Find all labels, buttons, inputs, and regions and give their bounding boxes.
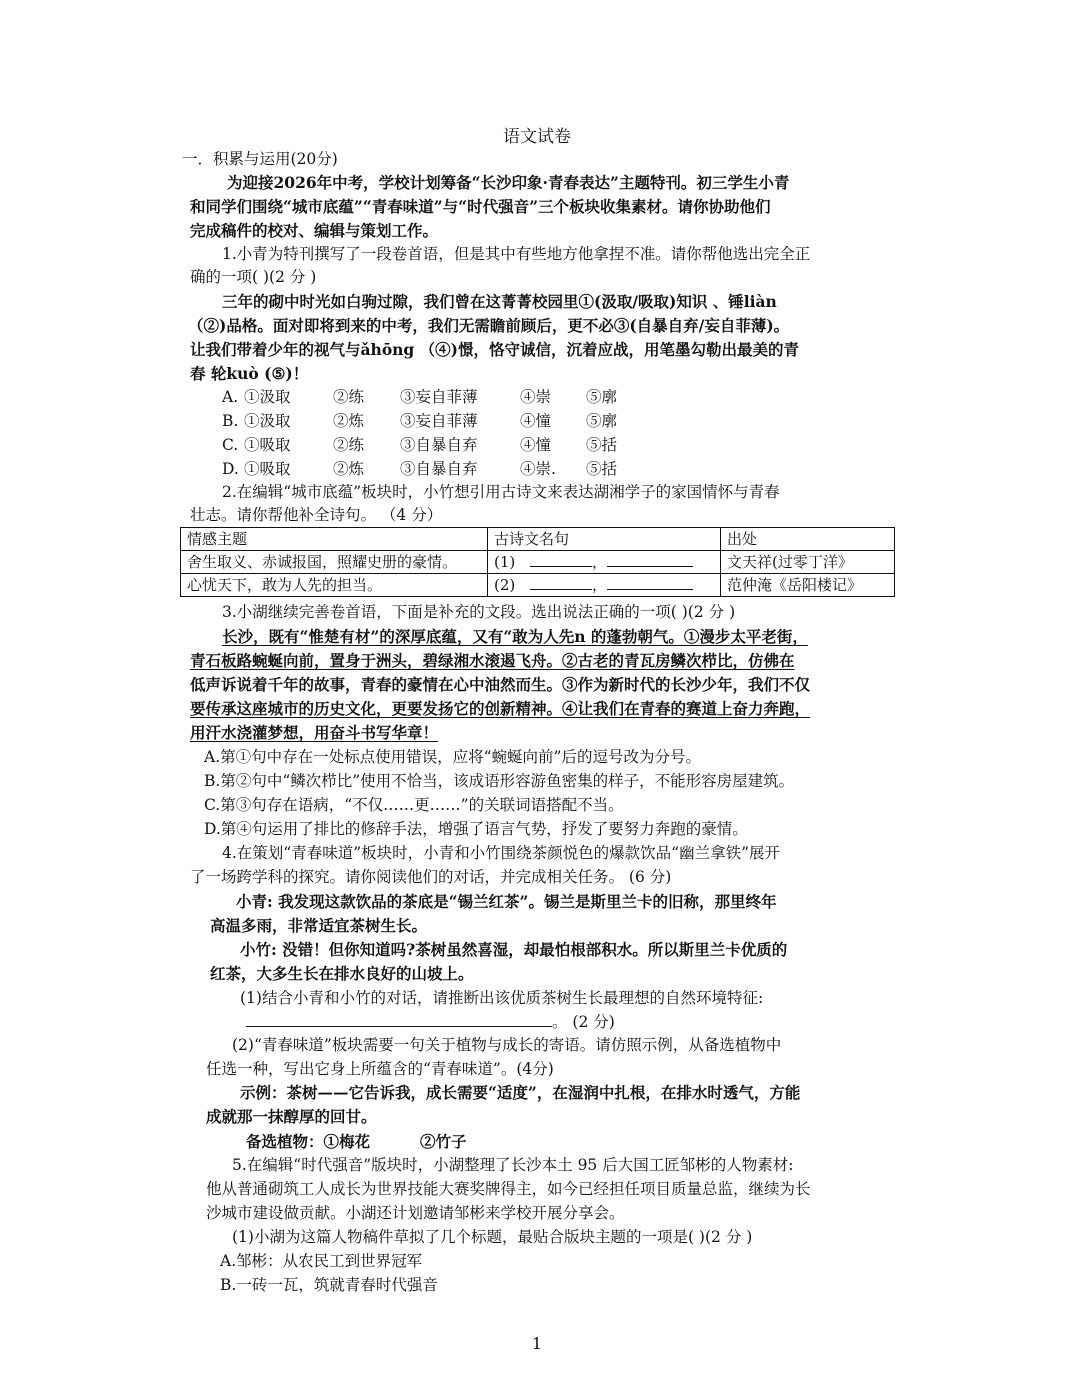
question-stem: 3.小湖继续完善卷首语，下面是补充的文段。选出说法正确的一项( )(2 分 ) [222,603,736,621]
question-stem: 壮志。请你帮他补全诗句。 （4 分） [190,506,443,524]
question-stem: 他从普通砌筑工人成长为世界技能大赛奖牌得主，如今已经担任项目质量总监，继续为长 [206,1180,811,1198]
passage-line: 要传承这座城市的历史文化，更要发扬它的创新精神。④让我们在青春的赛道上奋力奔跑， [190,699,811,718]
passage-line: 长沙，既有“惟楚有材”的深厚底蕴，又有“敢为人先n 的蓬勃朝气。①漫步太平老街， [222,627,808,646]
table-cell-answer[interactable]: (1) ， [488,551,721,574]
passage-line: 春 轮kuò (⑤)！ [190,364,309,383]
q3-option-b: B.第②句中“鳞次栉比”使用不恰当，该成语形容游鱼密集的样子，不能形容房屋建筑。 [204,772,795,790]
question-stem: 2.在编辑“城市底蕴”板块时，小竹想引用古诗文来表达湖湘学子的家国情怀与青春 [222,483,780,501]
question-stem: 了一场跨学科的探究。请你阅读他们的对话，并完成相关任务。 (6 分) [190,868,672,886]
dialog-line: 红茶，大多生长在排水良好的山坡上。 [210,964,474,983]
plant-options: 备选植物：①梅花 [246,1132,371,1151]
intro-line: 和同学们围绕“城市底蕴”“青春味道”与“时代强音”三个板块收集素材。请你协助他们 [190,197,771,216]
table-cell: 范仲淹《岳阳楼记》 [721,574,895,597]
example-line: 成就那一抹醇厚的回甘。 [206,1107,377,1126]
table-header-row [181,528,895,551]
table-header: 情感主题 [181,528,488,551]
table-cell-answer[interactable]: (2) ， [488,574,721,597]
exam-page: 语文试卷 一．积累与运用(20分) 为迎接2026年中考，学校计划筹备“长沙印象·青春表达”主题特刊。初三学生小青 和同学们围绕“城市底蕴”“青春味道”与“时代强音”三个板块收集素材。请你协助他们 完成稿件的校对、编辑与策划工作。 1.小青为特刊撰写了一段卷首语，但是其中有些地方他拿捏不准。请你帮他选出完全正 确的一项( )(2 分 ) 三年的砌中时光如白驹过隙，我们曾在这菁菁校园里①(汲取/吸取)知识 、锤liàn （②)品格。面对即将到来的中考，我们无需瞻前顾后，更不必③(自暴自弃/妄自菲薄)。 让我们带着少年的视气与ǎhōng （④)憬，恪守诚信，沉着应战，用笔墨勾勒出最美的青 春 轮kuò (⑤)！ A. ①汲取 ②练 ③妄自菲薄 ④崇 ⑤廓 B. ①汲取 ②炼 ③妄自菲薄 ④憧 ⑤廓 C. ①吸取 ②练 ③自暴自弃 ④憧 ⑤括 D. ①吸取 ②炼 ③自暴自弃 ④崇. ⑤括 2.在编辑“城市底蕴”板块时，小竹想引用古诗文来表达湖湘学子的家国情怀与青春 壮志。请你帮他补全诗句。 （4 分） 情感主题 古诗文名句 出处 舍生取义、赤诚报国，照耀史册的豪情。 (1) ， 文天祥(过零丁洋》 心忧天下，敢为人先的担当。 (2) ， 范仲淹《岳阳楼记》 3.小湖继续完善卷首语，下面是补充的文段。选出说法正确的一项( )(2 分 ) 长沙，既有“惟楚有材”的深厚底蕴，又有“敢为人先n 的蓬勃朝气。①漫步太平老街， 青石板路蜿蜒向前，置身于洲头，碧绿湘水滚遏飞舟。②古老的青瓦房鳞次栉比，仿佛在 低声诉说着千年的故事，青春的豪情在心中油然而生。③作为新时代的长沙少年，我们不仅 要传承这座城市的历史文化，更要发扬它的创新精神。④让我们在青春的赛道上奋力奔跑， 用汗水浇灌梦想，用奋斗书写华章！ A.第①句中存在一处标点使用错误，应将“蜿蜒向前”后的逗号改为分号。 B.第②句中“鳞次栉比”使用不恰当，该成语形容游鱼密集的样子，不能形容房屋建筑。 C.第③句存在语病，“不仅……更……”的关联词语搭配不当。 D.第④句运用了排比的修辞手法，增强了语言气势，抒发了要努力奔跑的豪情。 4.在策划“青春味道”板块时，小青和小竹围绕茶颜悦色的爆款饮品“幽兰拿铁”展开 了一场跨学科的探究。请你阅读他们的对话，并完成相关任务。 (6 分) 小青: 我发现这款饮品的茶底是“锡兰红茶”。锡兰是斯里兰卡的旧称，那里终年 高温多雨，非常适宜茶树生长。 小竹: 没错！但你知道吗?茶树虽然喜湿，却最怕根部积水。所以斯里兰卡优质的 红茶，大多生长在排水良好的山坡上。 (1)结合小青和小竹的对话，请推断出该优质茶树生长最理想的自然环境特征: 。 (2 分) (2)“青春味道”板块需要一句关于植物与成长的寄语。请仿照示例，从备选植物中 任选一种，写出它身上所蕴含的“青春味道”。(4分) 示例：茶树——它告诉我，成长需要“适度”，在湿润中扎根，在排水时透气，方能 成就那一抹醇厚的回甘。 备选植物：①梅花 ②竹子 5.在编辑“时代强音”版块时，小湖整理了长沙本土 95 后大国工匠邹彬的人物素材: 他从普通砌筑工人成长为世界技能大赛奖牌得主，如今已经担任项目质量总监，继续为长 沙城市建设做贡献。小湖还计划邀请邹彬来学校开展分享会。 (1)小湖为这篇人物稿件草拟了几个标题，最贴合版块主题的一项是( )(2 分 ) A.邹彬：从农民工到世界冠军 B.一砖一瓦，筑就青春时代强音 1 [0,0,1074,1389]
page-title: 语文试卷 [503,127,571,147]
dialog-line: 小竹: 没错！但你知道吗?茶树虽然喜湿，却最怕根部积水。所以斯里兰卡优质的 [240,940,788,959]
passage-line: （②)品格。面对即将到来的中考，我们无需瞻前顾后，更不必③(自暴自弃/妄自菲薄)。 [188,316,790,335]
poem-table [180,527,895,597]
sub-question: (1)结合小青和小竹的对话，请推断出该优质茶树生长最理想的自然环境特征: [240,989,764,1007]
plant-options: ②竹子 [420,1132,467,1151]
sub-question: 任选一种，写出它身上所蕴含的“青春味道”。(4分) [206,1060,554,1078]
answer-blank[interactable] [530,552,592,567]
dialog-line: 高温多雨，非常适宜茶树生长。 [210,916,428,935]
example-line: 示例：茶树——它告诉我，成长需要“适度”，在湿润中扎根，在排水时透气，方能 [240,1083,801,1102]
table-header: 出处 [721,528,895,551]
answer-blank[interactable] [530,575,592,590]
q3-option-d: D.第④句运用了排比的修辞手法，增强了语言气势，抒发了要努力奔跑的豪情。 [204,820,748,838]
q5-option-b: B.一砖一瓦，筑就青春时代强音 [220,1276,438,1294]
sub-question: (2)“青春味道”板块需要一句关于植物与成长的寄语。请仿照示例，从备选植物中 [232,1036,782,1054]
q3-option-a: A.第①句中存在一处标点使用错误，应将“蜿蜒向前”后的逗号改为分号。 [204,748,701,766]
answer-blank[interactable] [246,1012,552,1027]
dialog-line: 小青: 我发现这款饮品的茶底是“锡兰红茶”。锡兰是斯里兰卡的旧称，那里终年 [236,892,777,911]
answer-line-row: 。 (2 分) [246,1011,615,1033]
table-row [181,574,895,597]
answer-blank[interactable] [607,552,693,567]
section-heading: 一．积累与运用(20分) [182,150,338,168]
table-cell: 文天祥(过零丁洋》 [721,551,895,574]
q3-option-c: C.第③句存在语病，“不仅……更……”的关联词语搭配不当。 [204,796,624,814]
table-cell: 心忧天下，敢为人先的担当。 [181,574,488,597]
table-cell: 舍生取义、赤诚报国，照耀史册的豪情。 [181,551,488,574]
passage-line: 用汗水浇灌梦想，用奋斗书写华章！ [190,723,439,742]
question-stem: 1.小青为特刊撰写了一段卷首语，但是其中有些地方他拿捏不准。请你帮他选出完全正 [222,245,811,263]
passage-line: 低声诉说着千年的故事，青春的豪情在心中油然而生。③作为新时代的长沙少年，我们不仅 [190,675,811,694]
passage-line: 三年的砌中时光如白驹过隙，我们曾在这菁菁校园里①(汲取/吸取)知识 、锤liàn [222,292,777,311]
question-stem: 确的一项( )(2 分 ) [190,268,317,286]
sub-question: (1)小湖为这篇人物稿件草拟了几个标题，最贴合版块主题的一项是( )(2 分 ) [232,1228,753,1246]
answer-blank[interactable] [607,575,693,590]
question-stem: 4.在策划“青春味道”板块时，小青和小竹围绕茶颜悦色的爆款饮品“幽兰拿铁”展开 [222,844,780,862]
question-stem: 沙城市建设做贡献。小湖还计划邀请邹彬来学校开展分享会。 [206,1204,625,1222]
intro-line: 为迎接2026年中考，学校计划筹备“长沙印象·青春表达”主题特刊。初三学生小青 [227,173,790,192]
intro-line: 完成稿件的校对、编辑与策划工作。 [190,221,439,240]
q5-option-a: A.邹彬：从农民工到世界冠军 [220,1252,423,1270]
passage-line: 让我们带着少年的视气与ǎhōng （④)憬，恪守诚信，沉着应战，用笔墨勾勒出最美的青 [190,340,799,359]
table-row [181,551,895,574]
page-number: 1 [531,1334,543,1353]
passage-line: 青石板路蜿蜒向前，置身于洲头，碧绿湘水滚遏飞舟。②古老的青瓦房鳞次栉比，仿佛在 [190,651,795,670]
question-stem: 5.在编辑“时代强音”版块时，小湖整理了长沙本土 95 后大国工匠邹彬的人物素材: [232,1156,794,1174]
table-header: 古诗文名句 [488,528,721,551]
